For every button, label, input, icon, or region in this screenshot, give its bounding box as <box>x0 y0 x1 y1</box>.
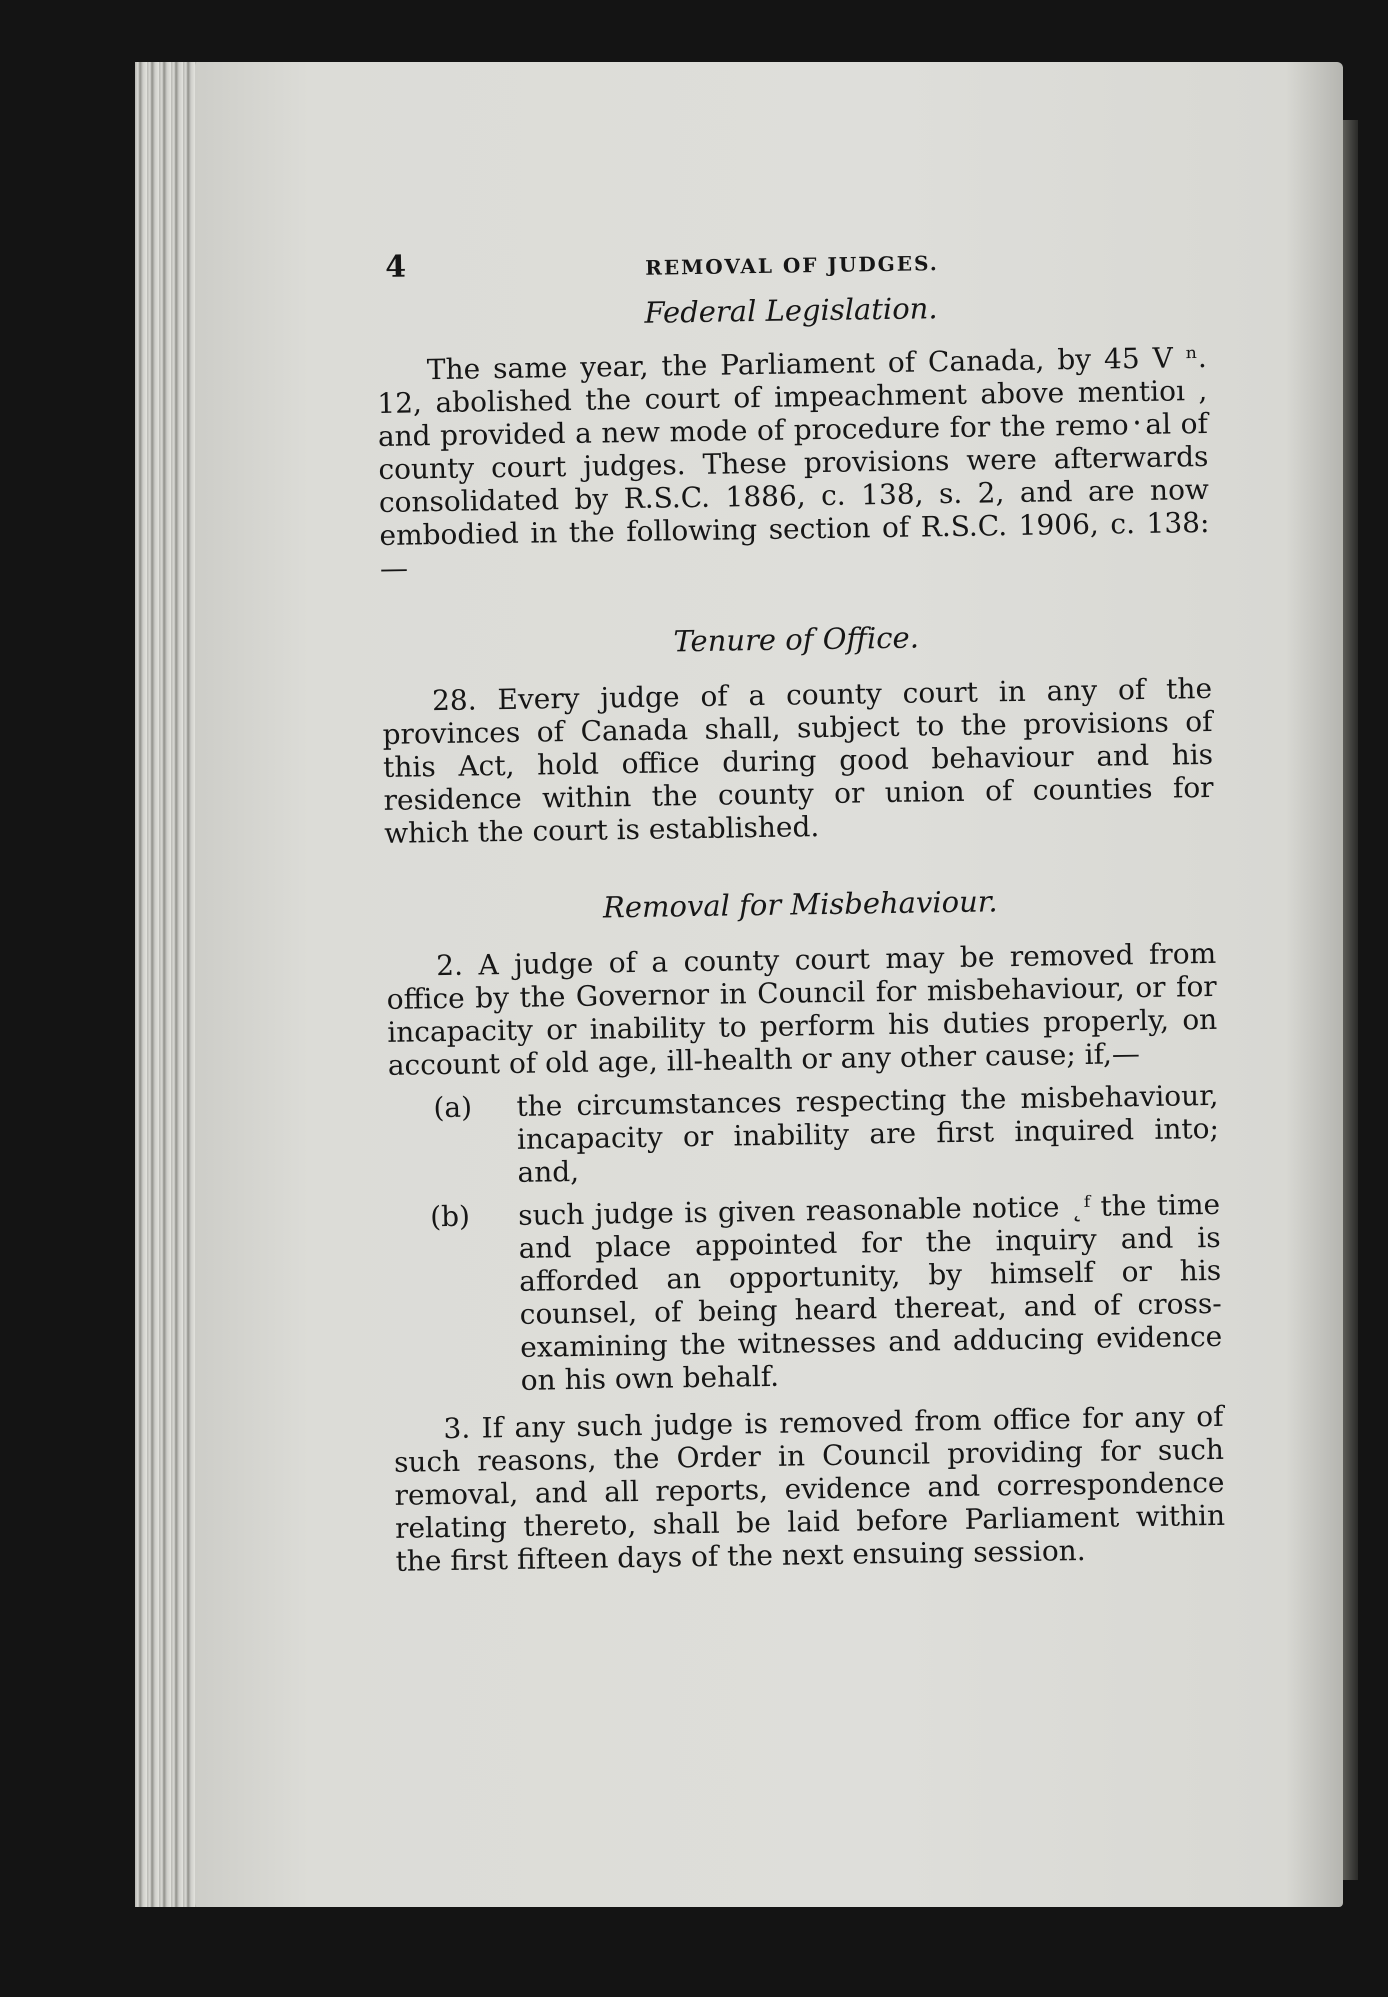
heading-federal-legislation: Federal Legislation. <box>644 291 938 330</box>
running-title: REMOVAL OF JUDGES. <box>645 251 939 280</box>
paragraph-section-3: 3. If any such judge is removed from office for any of such reasons, the Order in Council providing for such removal, and all reports, evidence and correspondence relating thereto, shall be laid before Parliament within the first fifteen days of the next ensuing session. <box>393 1399 1226 1578</box>
item-text-a: the circumstances respecting the misbehaviour, incapacity or inability are first inquired into; and, <box>516 1078 1220 1189</box>
paragraph-section-2: 2. A judge of a county court may be removed from office by the Governor in Council for misbehaviour, or for incapacity or inability to perform his duties properly, on account of old age, ill-health or any other cause; if,— <box>386 936 1218 1082</box>
list-item-b <box>390 1188 1223 1399</box>
page-number: 4 <box>384 249 407 285</box>
item-text-b: such judge is given reasonable notice ˛ᶠ the time and place appointed for the inquiry and is afforded an opportunity, by himself or his counsel, of being heard thereat, and of cross-examining the witnesses and adducing evidence on his own behalf. <box>517 1187 1223 1397</box>
list-item-a <box>388 1079 1219 1191</box>
heading-tenure-of-office: Tenure of Office. <box>673 620 920 659</box>
page-text <box>375 237 1226 1578</box>
paragraph-section-28: 28. Every judge of a county court in any of the provinces of Canada shall, subject to the provisions of this Act, hold office during good behaviour and his residence within the county or union of counties for which the court is established. <box>382 671 1214 850</box>
item-label-b: (b) <box>429 1199 471 1234</box>
item-label-a: (a) <box>433 1090 473 1125</box>
paragraph-federal-legislation: The same year, the Parliament of Canada, by 45 V ⁿ. 12, abolished the court of impeachment above mentioı , and provided a new mode of procedure for the remo᛫al of county court judges. These provisions were afterwards consolidated by R.S.C. 1886, c. 138, s. 2, and are now embodied in the following section of R.S.C. 1906, c. 138:— <box>377 340 1210 585</box>
heading-removal-for-misbehaviour: Removal for Misbehaviour. <box>602 884 998 925</box>
